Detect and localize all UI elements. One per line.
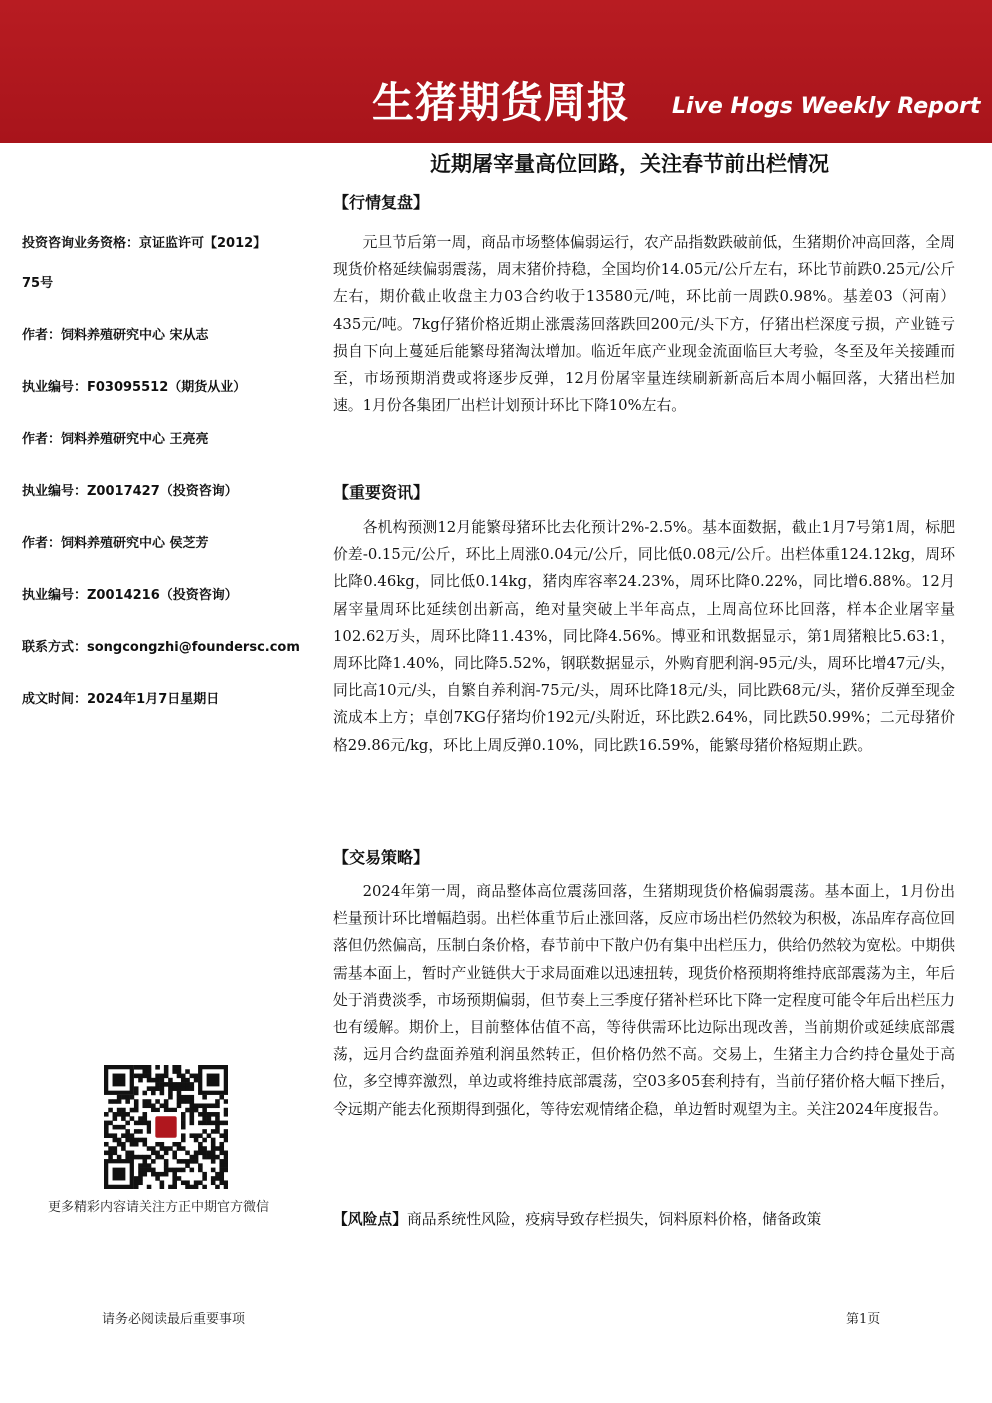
page-number: 第1页 bbox=[846, 1312, 881, 1327]
market-review-paragraph: 元旦节后第一周，商品市场整体偏弱运行，农产品指数跌破前低，生猪期价冲高回落，全周现货价格延续偏弱震荡，周末猪价持稳，全国均价14.05元/公斤左右，环比节前跌0.25元/公斤左右，期价截止收盘主力03合约收于13580元/吨，环比前一周跌0.98%。基差03（河南）435元/吨。7kg仔猪价格近期止涨震荡回落跌回200元/头下方，仔猪出栏深度亏损，产业链亏损自下向上蔓延后能繁母猪淘汰增加。临近年底产业现金流面临巨大考验，冬至及年关接踵而至，市场预期消费或将逐步反弹，12月份屠宰量连续刷新新高后本周小幅回落，大猪出栏加速。1月份各集团厂出栏计划预计环比下降10%左右。 bbox=[333, 234, 955, 415]
section-heading-key-news: 【重要资讯】 bbox=[333, 483, 430, 502]
trading-strategy-paragraph: 2024年第一周，商品整体高位震荡回落，生猪期现货价格偏弱震荡。基本面上，1月份出栏量预计环比增幅趋弱。出栏体重节后止涨回落，反应市场出栏仍然较为积极，冻品库存高位回落但仍然偏高，压制白条价格，春节前中下散户仍有集中出栏压力，供给仍然较为宽松。中期供需基本面上，暂时产业链供大于求局面难以迅速扭转，现货价格预期将维持底部震荡为主，年后处于消费淡季，市场预期偏弱，但节奏上三季度仔猪补栏环比下降一定程度可能令年后出栏压力也有缓解。期价上，目前整体估值不高，等待供需环比边际出现改善，当前期价或延续底部震荡，远月合约盘面养殖利润虽然转正，但价格仍然不高。交易上，生猪主力合约持仓量处于高位，多空博弈激烈，单边或将维持底部震荡，空03多05套利持有，当前仔猪价格大幅下挫后，令远期产能去化预期得到强化，等待宏观情绪企稳，单边暂时观望为主。关注2024年度报告。 bbox=[333, 883, 955, 1118]
author-3: 作者：饲料养殖研究中心 侯芝芳 bbox=[22, 536, 209, 551]
section-heading-market-review: 【行情复盘】 bbox=[333, 193, 430, 212]
wechat-qr-code bbox=[104, 1065, 228, 1189]
footer-disclaimer-notice: 请务必阅读最后重要事项 bbox=[102, 1312, 246, 1327]
contact-email: 联系方式：songcongzhi@foundersc.com bbox=[22, 640, 300, 655]
risk-label: 【风险点】 bbox=[333, 1211, 407, 1228]
author-1: 作者：饲料养殖研究中心 宋从志 bbox=[22, 328, 209, 343]
qualification-line: 投资咨询业务资格：京证监许可【2012】 bbox=[22, 236, 267, 251]
license-3: 执业编号：Z0014216（投资咨询） bbox=[22, 588, 238, 603]
license-2: 执业编号：Z0017427（投资咨询） bbox=[22, 484, 238, 499]
risk-points bbox=[333, 1208, 821, 1229]
report-title-english: Live Hogs Weekly Report bbox=[672, 94, 981, 119]
qr-caption: 更多精彩内容请关注方正中期官方微信 bbox=[48, 1200, 270, 1215]
headline: 近期屠宰量高位回路，关注春节前出栏情况 bbox=[430, 152, 829, 176]
header-banner bbox=[0, 0, 992, 143]
key-news-paragraph: 各机构预测12月能繁母猪环比去化预计2%-2.5%。基本面数据，截止1月7号第1周，标肥价差-0.15元/公斤，环比上周涨0.04元/公斤，同比低0.08元/公斤。出栏体重124.12kg，周环比降0.46kg，同比低0.14kg，猪肉库容率24.23%，周环比降0.22%，同比增6.88%。12月屠宰量周环比延续创出新高，绝对量突破上半年高点，上周高位环比回落，样本企业屠宰量102.62万头，周环比降11.43%，同比降4.56%。博亚和讯数据显示，第1周猪粮比5.63:1，周环比降1.40%，同比降5.52%，钢联数据显示，外购育肥利润-95元/头，周环比增47元/头，同比高10元/头，自繁自养利润-75元/头，周环比降18元/头，同比跌68元/头，猪价反弹至现金流成本上方；卓创7KG仔猪均价192元/头附近，环比跌2.64%，同比跌50.99%；二元母猪价格29.86元/kg，环比上周反弹0.10%，同比跌16.59%，能繁母猪价格短期止跌。 bbox=[333, 519, 955, 754]
license-1: 执业编号：F03095512（期货从业） bbox=[22, 380, 247, 395]
risk-text: 商品系统性风险，疫病导致存栏损失，饲料原料价格，储备政策 bbox=[407, 1211, 822, 1228]
qr-logo-icon bbox=[155, 1116, 176, 1137]
section-heading-trading-strategy: 【交易策略】 bbox=[333, 848, 430, 867]
publish-date: 成文时间：2024年1月7日星期日 bbox=[22, 692, 220, 707]
qualification-number: 75号 bbox=[22, 276, 54, 291]
report-title: 生猪期货周报 bbox=[372, 78, 631, 127]
author-2: 作者：饲料养殖研究中心 王亮亮 bbox=[22, 432, 209, 447]
